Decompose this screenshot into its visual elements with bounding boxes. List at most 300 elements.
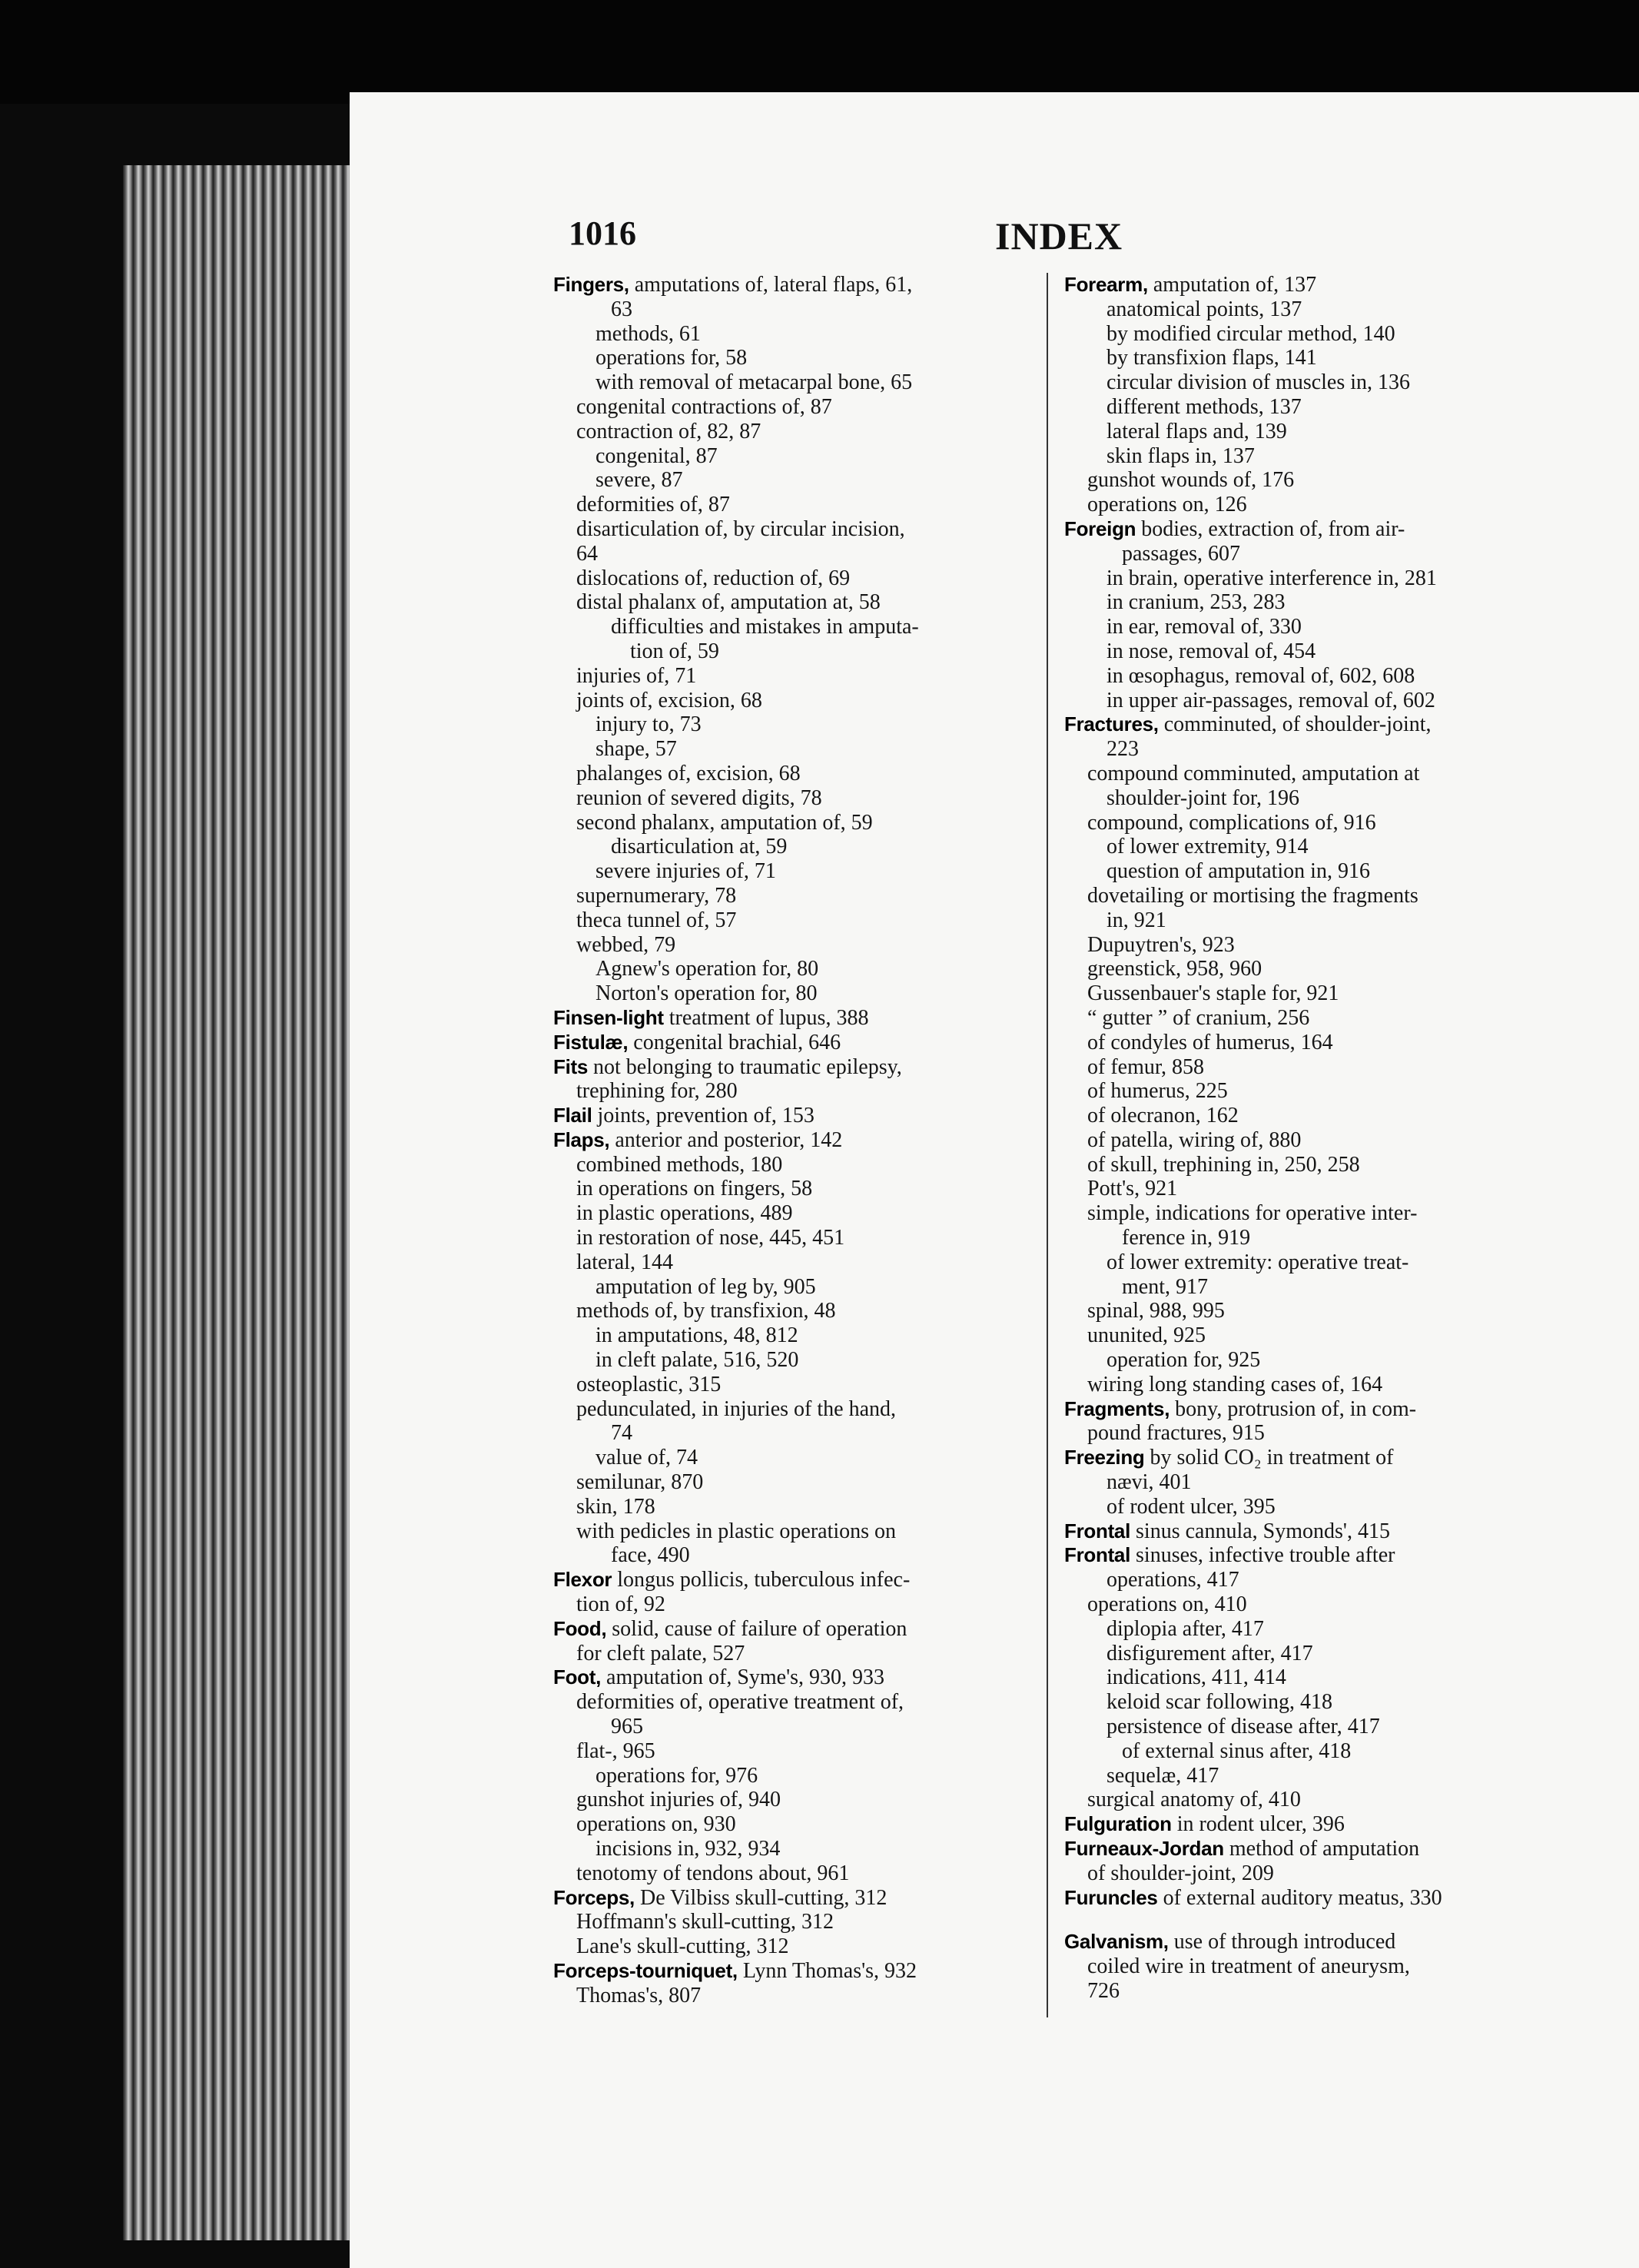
index-entry-text: amputation of leg by, 905 <box>596 1274 816 1299</box>
index-entry <box>1064 1665 1544 1690</box>
index-entry-text: nævi, 401 <box>1106 1470 1192 1495</box>
index-entry <box>553 1226 1030 1250</box>
index-entry <box>553 1592 1030 1617</box>
index-entry <box>553 957 1030 981</box>
index-entry-text: operations on, 930 <box>576 1812 736 1837</box>
index-entry <box>553 1665 1030 1690</box>
index-entry <box>1064 1079 1544 1104</box>
index-entry <box>553 1250 1030 1275</box>
index-entry <box>553 1568 1030 1592</box>
index-entry-text: operation for, 925 <box>1106 1348 1261 1373</box>
index-entry-text: De Vilbiss skull-cutting, 312 <box>634 1885 888 1910</box>
index-entry-text: by transfixion flaps, 141 <box>1106 346 1317 370</box>
index-entry <box>553 566 1030 591</box>
index-headword: Flaps, <box>553 1127 610 1151</box>
index-entry <box>553 811 1030 835</box>
index-entry-text: skin flaps in, 137 <box>1106 443 1255 468</box>
index-entry <box>1064 322 1544 347</box>
index-entry <box>1064 1323 1544 1348</box>
index-entry <box>553 517 1030 542</box>
index-entry-text: in cleft palate, 516, 520 <box>596 1348 799 1373</box>
index-entry <box>1064 1250 1544 1275</box>
index-entry <box>1064 1954 1544 1979</box>
index-entry <box>1064 1886 1544 1911</box>
index-entry <box>553 884 1030 908</box>
index-entry <box>1064 444 1544 469</box>
index-entry <box>553 322 1030 347</box>
index-entry-text: anterior and posterior, 142 <box>609 1127 843 1152</box>
index-entry <box>553 1104 1030 1128</box>
index-entry-text: keloid scar following, 418 <box>1106 1690 1332 1715</box>
index-entry-text: with removal of metacarpal bone, 65 <box>596 370 913 395</box>
index-entry <box>553 1006 1030 1031</box>
index-headword: Foreign <box>1064 516 1136 540</box>
index-column-right <box>1064 273 1544 2004</box>
index-entry-text: theca tunnel of, 57 <box>576 908 737 932</box>
index-entry <box>1064 1275 1544 1300</box>
index-entry-text: 965 <box>611 1715 643 1739</box>
index-entry <box>1064 1226 1544 1250</box>
index-entry <box>553 1323 1030 1348</box>
index-entry <box>1064 908 1544 933</box>
index-entry <box>553 1617 1030 1642</box>
index-entry-text: lateral, 144 <box>576 1250 673 1274</box>
index-entry-text: disarticulation of, by circular incision, <box>576 516 905 541</box>
index-entry-text: injuries of, 71 <box>576 663 697 688</box>
index-entry <box>553 1690 1030 1715</box>
index-entry-text: operations on, 126 <box>1087 493 1247 517</box>
index-entry <box>1064 689 1544 713</box>
index-entry-text: incisions in, 932, 934 <box>596 1837 781 1861</box>
index-entry-text: persistence of disease after, 417 <box>1106 1715 1380 1739</box>
index-entry-text: in upper air-passages, removal of, 602 <box>1106 688 1435 712</box>
index-entry <box>553 346 1030 370</box>
index-entry-text: reunion of severed digits, 78 <box>576 785 822 810</box>
index-entry <box>1064 1837 1544 1861</box>
index-entry-text: trephining for, 280 <box>576 1079 738 1104</box>
index-entry <box>1064 1104 1544 1128</box>
index-entry-text: deformities of, operative treatment of, <box>576 1690 904 1715</box>
index-headword: Foot, <box>553 1665 602 1689</box>
index-entry-text: indications, 411, 414 <box>1106 1665 1286 1690</box>
index-headword: Fingers, <box>553 273 629 296</box>
index-entry-text: of femur, 858 <box>1087 1054 1205 1079</box>
index-entry-text: combined methods, 180 <box>576 1152 783 1177</box>
index-entry <box>1064 981 1544 1006</box>
index-entry-text: in œsophagus, removal of, 602, 608 <box>1106 663 1415 688</box>
index-entry-text: passages, 607 <box>1122 541 1240 566</box>
scan-background <box>0 0 1639 104</box>
index-entry-text: Lynn Thomas's, 932 <box>737 1958 917 1983</box>
index-entry-text: semilunar, 870 <box>576 1470 704 1495</box>
index-entry-text: phalanges of, excision, 68 <box>576 761 801 785</box>
index-entry <box>1064 712 1544 737</box>
index-entry-text: greenstick, 958, 960 <box>1087 957 1262 981</box>
index-entry-text: method of amputation <box>1223 1837 1420 1861</box>
index-entry-text: diplopia after, 417 <box>1106 1616 1264 1641</box>
index-entry-text: dislocations of, reduction of, 69 <box>576 566 851 590</box>
index-entry <box>553 1299 1030 1323</box>
index-entry <box>1064 590 1544 615</box>
index-entry <box>553 1910 1030 1934</box>
index-entry <box>1064 1299 1544 1323</box>
index-entry <box>553 762 1030 786</box>
index-entry <box>1064 1861 1544 1886</box>
index-entry-text: operations for, 58 <box>596 346 748 370</box>
index-entry <box>1064 468 1544 493</box>
index-entry-text: Agnew's operation for, 80 <box>596 957 819 981</box>
index-entry <box>1064 859 1544 884</box>
index-entry-text: tenotomy of tendons about, 961 <box>576 1861 850 1885</box>
index-entry-text: bodies, extraction of, from air- <box>1136 516 1405 541</box>
index-entry <box>553 835 1030 859</box>
index-entry-text: second phalanx, amputation of, 59 <box>576 810 873 835</box>
index-entry <box>1064 1690 1544 1715</box>
index-entry-text: supernumerary, 78 <box>576 883 737 908</box>
index-entry-text: solid, cause of failure of operation <box>606 1616 907 1641</box>
index-entry-text: sequelæ, 417 <box>1106 1763 1219 1788</box>
index-entry <box>1064 1617 1544 1642</box>
column-divider <box>1047 273 1048 2017</box>
index-entry-text: compound comminuted, amputation at <box>1087 761 1420 785</box>
index-entry-text: spinal, 988, 995 <box>1087 1299 1225 1323</box>
index-entry-text: of skull, trephining in, 250, 258 <box>1087 1152 1360 1177</box>
index-entry <box>553 444 1030 469</box>
index-entry <box>553 737 1030 762</box>
index-entry <box>1064 737 1544 762</box>
index-entry <box>1064 1642 1544 1666</box>
index-entry <box>553 1764 1030 1788</box>
index-entry-text: disarticulation at, 59 <box>611 835 788 859</box>
index-entry-text: Lane's skull-cutting, 312 <box>576 1934 789 1959</box>
index-entry <box>553 1984 1030 2008</box>
index-entry-text: of external auditory meatus, 330 <box>1157 1885 1442 1910</box>
index-entry <box>1064 1715 1544 1739</box>
index-entry-text: severe injuries of, 71 <box>596 859 776 884</box>
index-entry <box>1064 517 1544 542</box>
index-headword: Fractures, <box>1064 712 1159 736</box>
index-entry <box>1064 1031 1544 1055</box>
index-entry <box>553 664 1030 689</box>
index-entry <box>1064 664 1544 689</box>
index-entry <box>1064 542 1544 566</box>
index-entry-text: 726 <box>1087 1978 1120 2003</box>
index-entry <box>553 1421 1030 1446</box>
index-headword: Fits <box>553 1054 589 1078</box>
index-entry <box>553 1079 1030 1104</box>
index-entry-text: Pott's, 921 <box>1087 1177 1178 1201</box>
index-entry-text: disfigurement after, 417 <box>1106 1641 1313 1665</box>
index-entry-text: in restoration of nose, 445, 451 <box>576 1226 845 1250</box>
index-entry-text: in amputations, 48, 812 <box>596 1323 798 1348</box>
index-entry <box>1064 1470 1544 1495</box>
index-entry-text: of lower extremity, 914 <box>1106 835 1309 859</box>
index-entry-text: not belonging to traumatic epilepsy, <box>588 1054 902 1079</box>
index-entry-text: face, 490 <box>611 1543 690 1568</box>
index-entry <box>1064 566 1544 591</box>
index-column-left <box>553 273 1030 2008</box>
index-entry <box>1064 884 1544 908</box>
index-entry-text: of external sinus after, 418 <box>1122 1738 1352 1763</box>
index-entry <box>1064 1055 1544 1080</box>
index-entry-text: gunshot wounds of, 176 <box>1087 468 1295 493</box>
index-entry <box>1064 811 1544 835</box>
index-entry-text: Gussenbauer's staple for, 921 <box>1087 981 1339 1006</box>
index-entry-text: of olecranon, 162 <box>1087 1104 1239 1128</box>
index-entry-text: Hoffmann's skull-cutting, 312 <box>576 1910 834 1934</box>
index-entry-text: gunshot injuries of, 940 <box>576 1788 781 1812</box>
index-entry <box>1064 1495 1544 1519</box>
index-entry <box>553 1715 1030 1739</box>
index-headword: Fragments, <box>1064 1396 1170 1420</box>
index-entry-text: shape, 57 <box>596 737 677 762</box>
index-entry-text: of rodent ulcer, 395 <box>1106 1494 1276 1519</box>
index-entry <box>553 1934 1030 1959</box>
index-entry <box>1064 1764 1544 1788</box>
index-entry-text: 64 <box>576 541 598 566</box>
index-entry <box>1064 762 1544 786</box>
index-headword: Frontal <box>1064 1543 1131 1567</box>
index-entry <box>1064 1421 1544 1446</box>
book-page-edges <box>123 165 353 2240</box>
index-headword: Fulguration <box>1064 1812 1172 1836</box>
index-entry-text: joints, prevention of, 153 <box>592 1104 815 1128</box>
index-entry <box>1064 835 1544 859</box>
index-headword: Freezing <box>1064 1446 1145 1469</box>
index-entry <box>1064 615 1544 639</box>
index-entry <box>1064 1568 1544 1592</box>
index-headword: Furneaux-Jordan <box>1064 1837 1224 1860</box>
index-entry <box>553 981 1030 1006</box>
index-entry-text: shoulder-joint for, 196 <box>1106 785 1300 810</box>
index-entry <box>1064 1519 1544 1544</box>
index-entry <box>553 1519 1030 1544</box>
index-entry <box>1064 1006 1544 1031</box>
index-entry-text: amputation of, 137 <box>1147 273 1317 297</box>
index-entry-text: 63 <box>611 297 632 321</box>
index-entry <box>553 1275 1030 1300</box>
index-entry <box>1064 1788 1544 1812</box>
index-entry <box>553 542 1030 566</box>
index-entry <box>553 639 1030 664</box>
index-entry <box>553 1177 1030 1201</box>
index-entry <box>553 468 1030 493</box>
index-entry-text: amputations of, lateral flaps, 61, <box>629 273 913 297</box>
index-entry-text: simple, indications for operative inter- <box>1087 1201 1418 1226</box>
index-entry <box>553 370 1030 395</box>
index-entry <box>553 493 1030 517</box>
index-entry-text: operations, 417 <box>1106 1568 1239 1592</box>
index-entry <box>553 590 1030 615</box>
index-entry-text: methods, 61 <box>596 321 701 346</box>
index-entry-text: of humerus, 225 <box>1087 1079 1228 1104</box>
index-headword: Fistulæ, <box>553 1030 629 1054</box>
index-entry-text: severe, 87 <box>596 468 683 493</box>
index-entry <box>553 908 1030 933</box>
index-entry-text: tion of, 92 <box>576 1592 665 1617</box>
index-entry <box>553 689 1030 713</box>
index-entry-text: distal phalanx of, amputation at, 58 <box>576 590 881 615</box>
index-entry-text: anatomical points, 137 <box>1106 297 1302 321</box>
index-entry <box>553 1837 1030 1861</box>
index-entry <box>553 1642 1030 1666</box>
index-entry-text: sinus cannula, Symonds', 415 <box>1130 1519 1390 1543</box>
index-entry-text: 74 <box>611 1421 632 1446</box>
index-headword: Furuncles <box>1064 1885 1158 1909</box>
index-entry <box>1064 1812 1544 1837</box>
index-headword: Forceps-tourniquet, <box>553 1958 738 1982</box>
index-headword: Food, <box>553 1616 607 1640</box>
index-entry <box>553 1055 1030 1080</box>
index-entry <box>1064 297 1544 322</box>
index-entry-text: ference in, 919 <box>1122 1226 1251 1250</box>
index-entry <box>553 1788 1030 1812</box>
index-entry <box>553 712 1030 737</box>
index-entry <box>1064 1201 1544 1226</box>
index-entry <box>553 297 1030 322</box>
index-entry <box>1064 395 1544 420</box>
index-entry-text: of condyles of humerus, 164 <box>1087 1030 1333 1054</box>
index-entry <box>1064 1348 1544 1373</box>
index-entry <box>553 420 1030 444</box>
index-entry-text: in cranium, 253, 283 <box>1106 590 1286 615</box>
index-entry-text: in ear, removal of, 330 <box>1106 615 1302 639</box>
index-entry <box>1064 1128 1544 1153</box>
index-headword: Forearm, <box>1064 273 1148 296</box>
index-entry <box>1064 1930 1544 1954</box>
index-entry-text: ununited, 925 <box>1087 1323 1206 1348</box>
index-entry-text: in operations on fingers, 58 <box>576 1177 813 1201</box>
index-entry-text: tion of, 59 <box>630 639 719 663</box>
index-entry <box>553 273 1030 297</box>
index-entry-text: in, 921 <box>1106 908 1166 932</box>
index-entry-text: pedunculated, in injuries of the hand, <box>576 1396 896 1421</box>
index-entry-text: osteoplastic, 315 <box>576 1372 722 1396</box>
index-entry <box>1064 1373 1544 1397</box>
index-entry-text: skin, 178 <box>576 1494 655 1519</box>
index-entry-text: with pedicles in plastic operations on <box>576 1519 897 1543</box>
index-entry <box>553 615 1030 639</box>
index-entry-text: circular division of muscles in, 136 <box>1106 370 1411 395</box>
index-entry-text: Norton's operation for, 80 <box>596 981 818 1006</box>
index-entry <box>1064 370 1544 395</box>
index-entry-text: in rodent ulcer, 396 <box>1171 1812 1345 1837</box>
index-entry <box>1064 1543 1544 1568</box>
page-title: INDEX <box>995 214 1123 257</box>
index-entry-text: of shoulder-joint, 209 <box>1087 1861 1274 1885</box>
index-entry-text: in nose, removal of, 454 <box>1106 639 1316 663</box>
index-entry-text: question of amputation in, 916 <box>1106 859 1370 884</box>
index-entry-text: amputation of, Syme's, 930, 933 <box>601 1665 885 1690</box>
index-entry <box>553 1739 1030 1764</box>
index-entry <box>553 1373 1030 1397</box>
index-entry-text: different methods, 137 <box>1106 394 1302 419</box>
index-entry-text: dovetailing or mortising the fragments <box>1087 883 1418 908</box>
index-entry-text: of patella, wiring of, 880 <box>1087 1127 1302 1152</box>
index-entry-text: bony, protrusion of, in com- <box>1170 1396 1417 1421</box>
index-entry-text: joints of, excision, 68 <box>576 688 762 712</box>
index-entry <box>553 933 1030 958</box>
index-entry <box>1064 1979 1544 2004</box>
index-entry-text: pound fractures, 915 <box>1087 1421 1265 1446</box>
index-headword: Flail <box>553 1104 592 1127</box>
index-entry <box>553 1031 1030 1055</box>
index-entry-text: value of, 74 <box>596 1446 698 1470</box>
index-entry <box>553 1470 1030 1495</box>
index-entry <box>1064 957 1544 981</box>
index-entry-text: for cleft palate, 527 <box>576 1641 745 1665</box>
index-entry-text: coiled wire in treatment of aneurysm, <box>1087 1954 1410 1979</box>
index-entry-text: of lower extremity: operative treat- <box>1106 1250 1409 1274</box>
page-number: 1016 <box>569 214 636 252</box>
index-entry-text: operations on, 410 <box>1087 1592 1247 1617</box>
index-entry-text: in plastic operations, 489 <box>576 1201 793 1226</box>
index-entry <box>553 1543 1030 1568</box>
index-entry-text: by modified circular method, 140 <box>1106 321 1395 346</box>
index-entry <box>1064 1592 1544 1617</box>
index-entry-text: deformities of, 87 <box>576 493 730 517</box>
index-entry-text: lateral flaps and, 139 <box>1106 419 1287 443</box>
index-entry-text: congenital contractions of, 87 <box>576 394 832 419</box>
index-entry-text: 223 <box>1106 737 1139 762</box>
index-entry <box>1064 346 1544 370</box>
index-entry-text: in brain, operative interference in, 281 <box>1106 566 1437 590</box>
index-entry-text: use of through introduced <box>1168 1930 1396 1954</box>
index-entry <box>553 1128 1030 1153</box>
index-entry-text: wiring long standing cases of, 164 <box>1087 1372 1383 1396</box>
index-entry-text: longus pollicis, tuberculous infec- <box>612 1568 911 1592</box>
index-entry-text: congenital brachial, 646 <box>628 1030 841 1054</box>
index-entry <box>553 1397 1030 1422</box>
index-entry <box>1064 639 1544 664</box>
index-entry <box>553 786 1030 811</box>
index-entry <box>1064 1739 1544 1764</box>
index-entry-text: surgical anatomy of, 410 <box>1087 1788 1301 1812</box>
index-entry-text: flat-, 965 <box>576 1738 655 1763</box>
index-entry-text: comminuted, of shoulder-joint, <box>1158 712 1432 737</box>
index-entry-text: congenital, 87 <box>596 443 718 468</box>
index-entry <box>553 1348 1030 1373</box>
index-entry <box>1064 933 1544 958</box>
index-entry <box>1064 1446 1544 1470</box>
index-headword: Finsen-light <box>553 1005 664 1029</box>
index-entry-text: sinuses, infective trouble after <box>1130 1543 1395 1568</box>
index-entry-text: methods of, by transfixion, 48 <box>576 1299 836 1323</box>
index-entry-text: difficulties and mistakes in amputa- <box>611 615 919 639</box>
index-entry <box>553 395 1030 420</box>
index-entry <box>1064 420 1544 444</box>
index-entry-text: ment, 917 <box>1122 1274 1208 1299</box>
index-entry-text: Thomas's, 807 <box>576 1983 702 2007</box>
index-headword: Galvanism, <box>1064 1930 1169 1954</box>
index-headword: Frontal <box>1064 1519 1131 1542</box>
index-entry-text: by solid CO₂ in treatment of <box>1144 1446 1394 1470</box>
index-headword: Forceps, <box>553 1885 635 1909</box>
index-entry-text: compound, complications of, 916 <box>1087 810 1376 835</box>
index-entry-text: “ gutter ” of cranium, 256 <box>1087 1005 1310 1030</box>
index-entry-text: webbed, 79 <box>576 932 676 957</box>
index-entry <box>553 1812 1030 1837</box>
index-entry <box>553 859 1030 884</box>
index-entry-text: injury to, 73 <box>596 712 702 737</box>
index-entry <box>1064 273 1544 297</box>
index-entry-text: treatment of lupus, 388 <box>663 1005 869 1030</box>
index-entry-text: contraction of, 82, 87 <box>576 419 761 443</box>
index-entry <box>1064 1177 1544 1201</box>
index-headword: Flexor <box>553 1568 612 1592</box>
index-entry <box>553 1886 1030 1911</box>
index-entry <box>1064 493 1544 517</box>
